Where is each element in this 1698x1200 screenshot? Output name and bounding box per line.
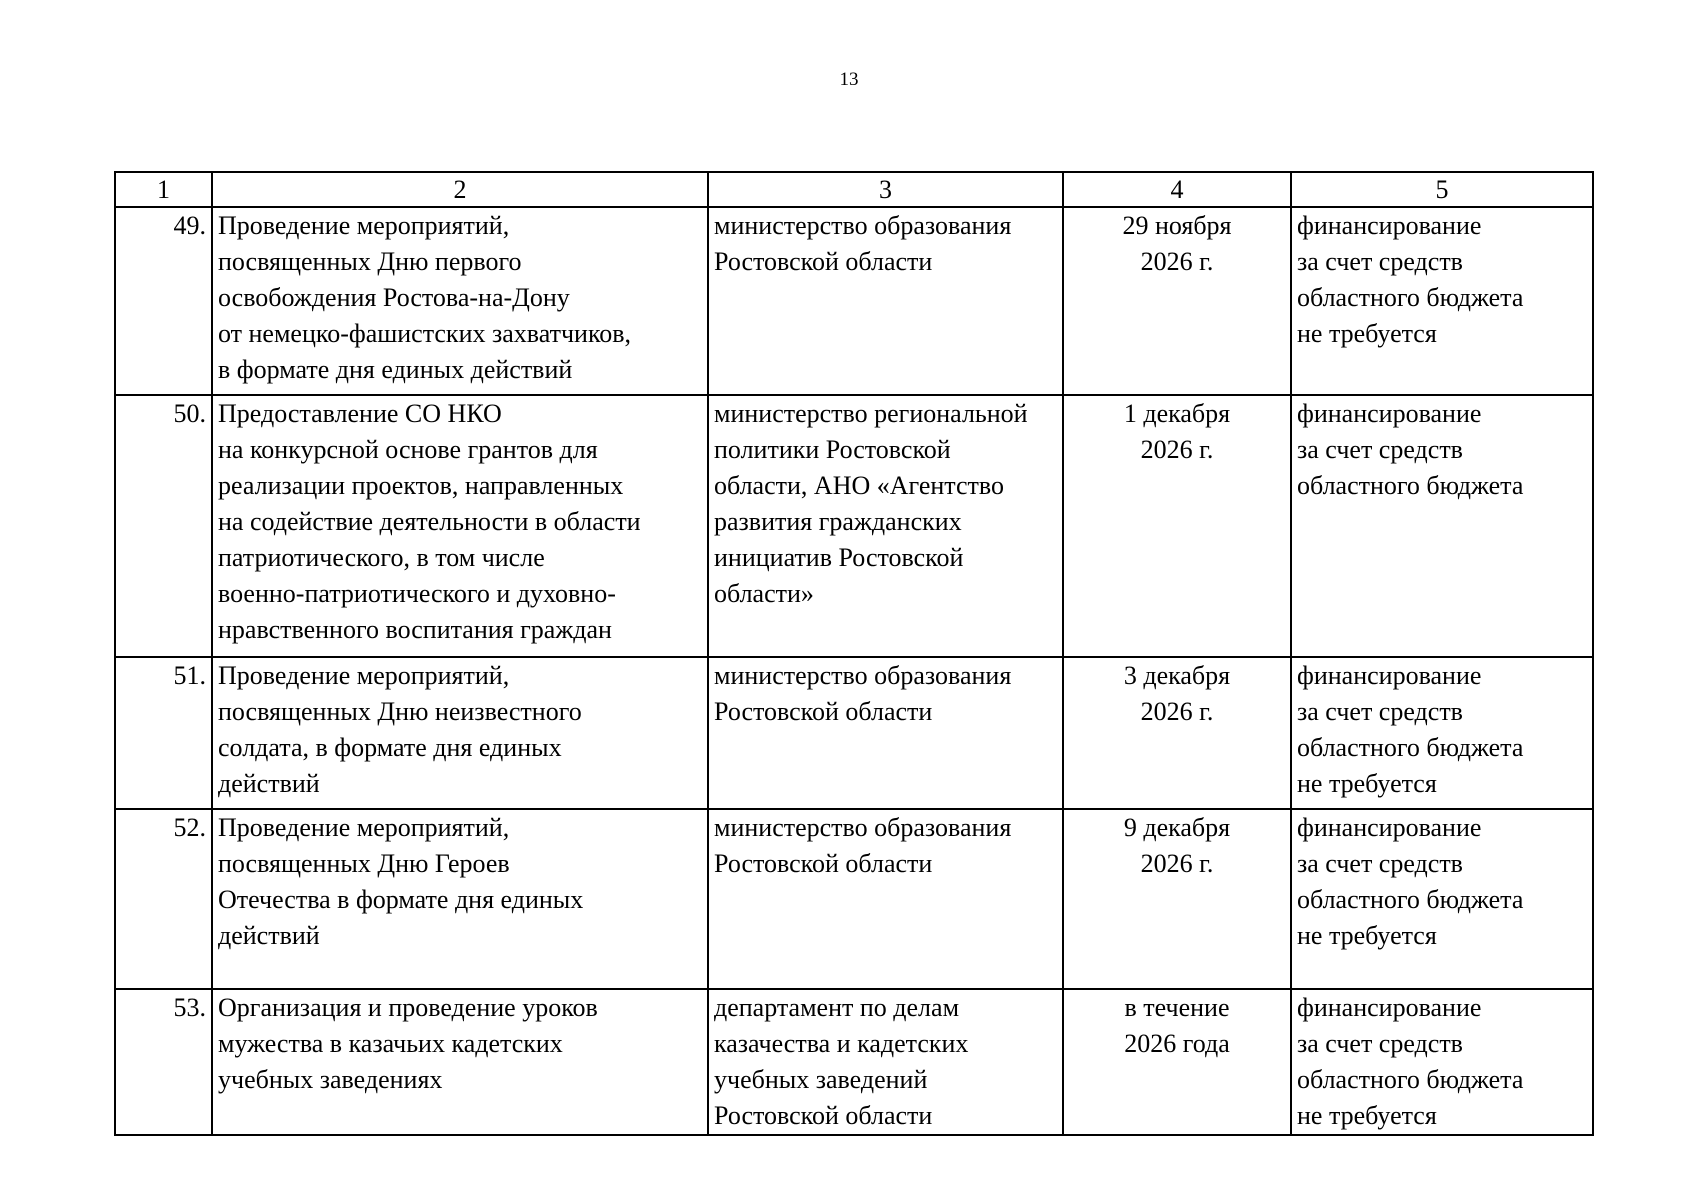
responsible-organization: министерство образования Ростовской области: [708, 207, 1063, 395]
event-date: в течение 2026 года: [1063, 989, 1291, 1135]
responsible-organization: министерство образования Ростовской области: [708, 657, 1063, 809]
events-plan-table: [114, 171, 1594, 1136]
table-row: [115, 395, 1593, 657]
table-row: [115, 809, 1593, 989]
financing-source: финансирование за счет средств областного бюджета не требуется: [1291, 207, 1593, 395]
event-date: 1 декабря 2026 г.: [1063, 395, 1291, 657]
row-number: 49.: [115, 207, 212, 395]
row-number: 52.: [115, 809, 212, 989]
column-header-event: 2: [212, 172, 708, 207]
row-number: 53.: [115, 989, 212, 1135]
financing-source: финансирование за счет средств областного бюджета: [1291, 395, 1593, 657]
column-header-financing: 5: [1291, 172, 1593, 207]
event-date: 9 декабря 2026 г.: [1063, 809, 1291, 989]
column-header-responsible: 3: [708, 172, 1063, 207]
table-row: [115, 989, 1593, 1135]
event-description: Проведение мероприятий, посвященных Дню Героев Отечества в формате дня единых действий: [212, 809, 708, 989]
financing-source: финансирование за счет средств областного бюджета не требуется: [1291, 809, 1593, 989]
row-number: 51.: [115, 657, 212, 809]
event-description: Организация и проведение уроков мужества в казачьих кадетских учебных заведениях: [212, 989, 708, 1135]
responsible-organization: департамент по делам казачества и кадетских учебных заведений Ростовской области: [708, 989, 1063, 1135]
event-date: 29 ноября 2026 г.: [1063, 207, 1291, 395]
table-row: [115, 207, 1593, 395]
event-description: Предоставление СО НКО на конкурсной основе грантов для реализации проектов, направленных на содействие деятельности в области патриотического, в том числе военно-патриотического и духовно- нравственного воспитания граждан: [212, 395, 708, 657]
table-header-row: [115, 172, 1593, 207]
table-row: [115, 657, 1593, 809]
page-number: 13: [839, 69, 859, 90]
column-header-number: 1: [115, 172, 212, 207]
row-number: 50.: [115, 395, 212, 657]
responsible-organization: министерство региональной политики Ростовской области, АНО «Агентство развития гражданских инициатив Ростовской области»: [708, 395, 1063, 657]
responsible-organization: министерство образования Ростовской области: [708, 809, 1063, 989]
event-description: Проведение мероприятий, посвященных Дню первого освобождения Ростова-на-Дону от немецко-фашистских захватчиков, в формате дня единых действий: [212, 207, 708, 395]
event-description: Проведение мероприятий, посвященных Дню неизвестного солдата, в формате дня единых действий: [212, 657, 708, 809]
financing-source: финансирование за счет средств областного бюджета не требуется: [1291, 989, 1593, 1135]
column-header-date: 4: [1063, 172, 1291, 207]
event-date: 3 декабря 2026 г.: [1063, 657, 1291, 809]
financing-source: финансирование за счет средств областного бюджета не требуется: [1291, 657, 1593, 809]
